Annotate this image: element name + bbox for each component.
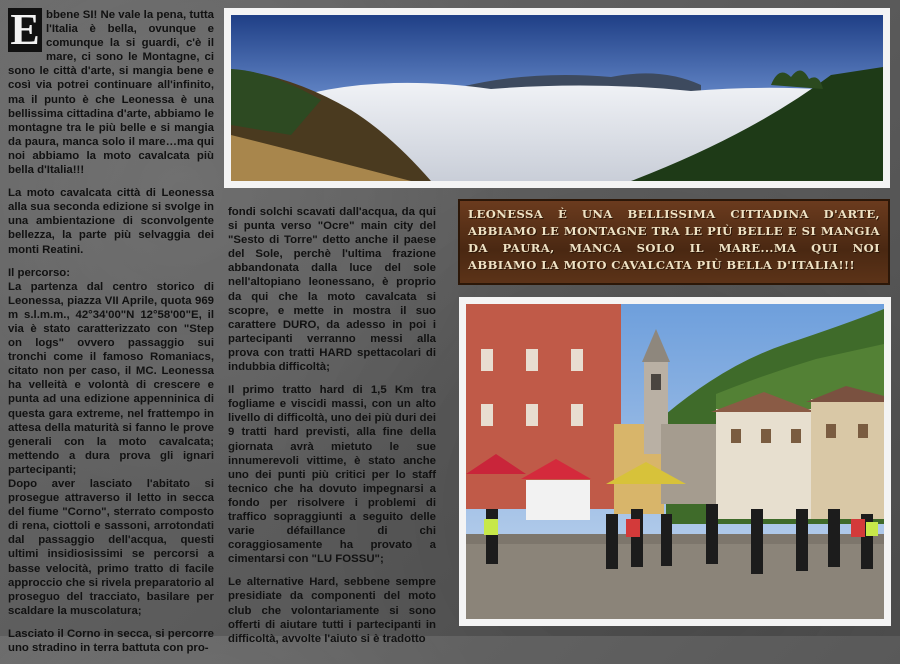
quote-panel: [458, 199, 890, 285]
panorama-photo: [224, 8, 890, 188]
paragraph-4: Dopo aver lasciato l'abitato si prosegue attraverso il letto in secca del fiume "Corno", sterrato composto di rena, ciottoli e sassoni, arrotondati dal passaggio dell'acqua, questi ultimi insidiosissimi se percorsi a basse velocità, primo tratto di facile approccio che si rivela preparatorio al proseguo del tracciato, basilare per scaldare la muscolatura;: [8, 478, 214, 617]
paragraph-3: La partenza dal centro storico di Leonessa, piazza VII Aprile, quota 969 m s.l.m.m., 42°34'00"N 12°58'00"E, il via è stato caratterizzato con "Step on logs" ovvero passaggio sui tronchi come il famoso Romaniacs, citato non per caso, il MC. Leonessa ha velleità e volontà di crescere e punta ad una edizione appenninica di questa gara extreme, nel frattempo in attesa della maturità si fanno le prove generali con la moto cavalcata; mettendo a dura prova gli ignari partecipanti;: [8, 280, 214, 476]
column2-paragraph-1: fondi solchi scavati dall'acqua, da qui si punta verso "Ocre" main city del "Sesto di Torre" detto anche il paese del Sole, perchè l'ultima frazione abbandonata dalla luce del sole nell'altopiano leonessano, è proprio da qui che la moto cavalcata si scopre, e mette in mostra il suo carattere DURO, da adesso in poi i partecipanti verranno messi alla prova con tratti HARD spettacolari di indubbia difficoltà;: [228, 206, 436, 374]
intro-paragraph: bbene SI! Ne vale la pena, tutta l'Italia è bella, ovunque e comunque la si guardi, c'è il mare, ci sono le Montagne, ci sono le città d'arte, si mangia bene e così via potrei continuare all'infinito, ma il punto è che Leonessa è una bellissima cittadina d'arte, abbiamo le montagne tra le più belle e si mangia da paura, manca solo il mare…ma qui noi abbiamo la moto cavalcata più bella d'Italia!!!: [8, 9, 214, 177]
quote-text: LEONESSA È UNA BELLISSIMA CITTADINA D'ARTE, ABBIAMO LE MONTAGNE TRA LE PIÙ BELLE E SI MANGIA DA PAURA, MANCA SOLO IL MARE...MA QUI NOI ABBIAMO LA MOTO CAVALCATA PIÙ BELLA D'ITALIA!!!: [468, 207, 880, 272]
percorso-heading: Il percorso:: [8, 266, 71, 279]
paragraph-2: La moto cavalcata città di Leonessa alla sua seconda edizione si svolge in una ambientazione di sconvolgente bellezza, la parte più selvaggia dei monti Reatini.: [8, 187, 214, 256]
drop-cap: E: [8, 8, 42, 52]
paragraph-5: Lasciato il Corno in secca, si percorre uno stradino in terra battuta con pro-: [8, 627, 214, 655]
panorama-image: [231, 15, 883, 181]
column2-paragraph-3: Le alternative Hard, sebbene sempre presidiate da componenti del moto club che volontariamente si sono offerti di aiutare tutti i partecipanti in difficoltà, avvolte l'aiuto si è tradotto: [228, 576, 436, 645]
column2-paragraph-2: Il primo tratto hard di 1,5 Km tra fogliame e viscidi massi, con un alto livello di difficoltà, uno dei più duri dei 9 tratti hard previsti, alla fine della giornata avrà mietuto le sue innumerevoli vittime, è stato anche uno dei punti più critici per lo staff tecnico che ha dovuto impegnarsi a fondo per risolvere i problemi di traffico sopraggiunti a seguito delle varie défaillance di chi coraggiosamente ha provato a cimentarsi con "LU FOSSU";: [228, 384, 436, 566]
article-column-2: [228, 205, 436, 655]
article-column-1: [8, 5, 214, 664]
village-image: [466, 304, 884, 619]
village-photo: [459, 297, 891, 626]
